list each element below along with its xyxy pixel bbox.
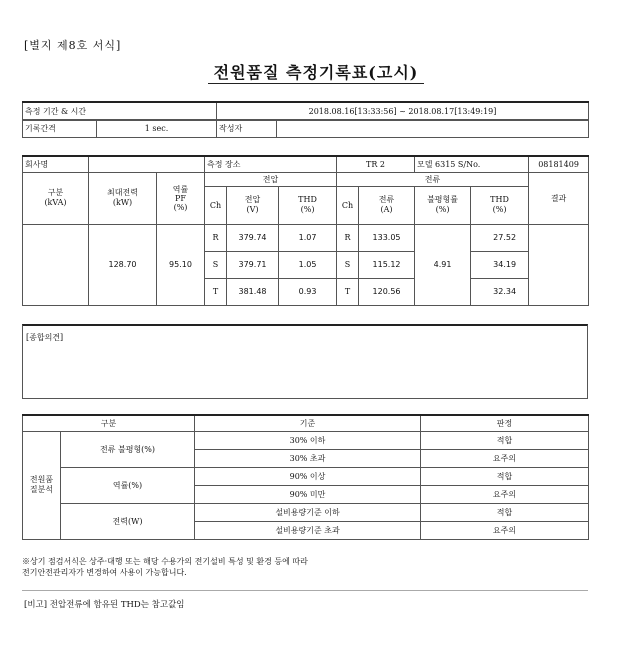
unbalance-value: 4.91: [415, 224, 471, 305]
interval-value: 1 sec.: [97, 120, 217, 138]
thd-i-r: 27.52: [471, 224, 529, 251]
criteria-judge: 요주의: [421, 521, 589, 539]
company-value: [89, 156, 205, 172]
writer-label: 작성자: [217, 120, 277, 138]
page-title: [0, 60, 632, 83]
footnote-block: [22, 556, 588, 591]
col-thd-voltage: THD (%): [279, 186, 337, 224]
group-current: 전류: [337, 172, 529, 186]
criteria-judge: 적합: [421, 431, 589, 449]
thd-v-r: 1.07: [279, 224, 337, 251]
thd-v-s: 1.05: [279, 251, 337, 278]
current-r: 133.05: [359, 224, 415, 251]
opinion-box: [22, 324, 588, 399]
remark: [비고] 전압전류에 함유된 THD는 참고값임: [24, 600, 185, 610]
criteria-judge: 적합: [421, 467, 589, 485]
criteria-judge: 요주의: [421, 485, 589, 503]
form-number: [별지 제8호 서식]: [24, 39, 122, 52]
model-label: 모델 6315 S/No.: [415, 156, 529, 172]
col-unbalance: 불평형률 (%): [415, 186, 471, 224]
criteria-col-gubun: 구분: [23, 415, 195, 431]
pf-value: 95.10: [157, 224, 205, 305]
max-power-value: 128.70: [89, 224, 157, 305]
criteria-category: 전원품 질분석: [23, 431, 61, 539]
interval-table: [22, 119, 589, 138]
current-s: 115.12: [359, 251, 415, 278]
footnote-line-1: ※상기 점검서식은 상주·대행 또는 해당 수용가의 전기설비 특성 및 환경 등에 따라: [22, 557, 308, 566]
period-table: [22, 101, 589, 121]
footnote-line-2: 전기안전관리자가 변경하여 사용이 가능합니다.: [22, 568, 187, 577]
period-label: 측정 기간 & 시간: [23, 102, 217, 120]
criteria-table: [22, 414, 589, 540]
table-row: [23, 431, 589, 449]
criteria-std: 30% 이하: [195, 431, 421, 449]
title-text: 전원품질 측정기록표(고시): [208, 63, 425, 84]
criteria-judge: 적합: [421, 503, 589, 521]
criteria-judge: 요주의: [421, 449, 589, 467]
criteria-col-judgement: 판정: [421, 415, 589, 431]
ch2-r: R: [337, 224, 359, 251]
ch2-s: S: [337, 251, 359, 278]
table-row: [23, 503, 589, 521]
company-label: 회사명: [23, 156, 89, 172]
serial-number: 08181409: [529, 156, 589, 172]
thd-v-t: 0.93: [279, 278, 337, 305]
ch-s: S: [205, 251, 227, 278]
col-ch-voltage: Ch: [205, 186, 227, 224]
interval-label: 기록간격: [23, 120, 97, 138]
table-row: [23, 467, 589, 485]
criteria-item-pf: 역률(%): [61, 467, 195, 503]
measurement-table: [22, 155, 589, 306]
col-ch-current: Ch: [337, 186, 359, 224]
col-pf: 역률 PF (%): [157, 172, 205, 224]
table-row: [23, 224, 589, 251]
place-label: 측정 장소: [205, 156, 337, 172]
current-t: 120.56: [359, 278, 415, 305]
criteria-item-power: 전력(W): [61, 503, 195, 539]
voltage-s: 379.71: [227, 251, 279, 278]
thd-i-t: 32.34: [471, 278, 529, 305]
col-result: 결과: [529, 172, 589, 224]
voltage-t: 381.48: [227, 278, 279, 305]
writer-value: [277, 120, 589, 138]
col-voltage: 전압 (V): [227, 186, 279, 224]
place-value: TR 2: [337, 156, 415, 172]
opinion-label: [종합의견]: [26, 333, 64, 342]
criteria-col-standard: 기준: [195, 415, 421, 431]
criteria-std: 30% 초과: [195, 449, 421, 467]
criteria-std: 설비용량기준 이하: [195, 503, 421, 521]
group-voltage: 전압: [205, 172, 337, 186]
criteria-item-unbalance: 전류 불평형(%): [61, 431, 195, 467]
thd-i-s: 34.19: [471, 251, 529, 278]
col-thd-current: THD (%): [471, 186, 529, 224]
ch-t: T: [205, 278, 227, 305]
criteria-std: 90% 이상: [195, 467, 421, 485]
voltage-r: 379.74: [227, 224, 279, 251]
col-current: 전류 (A): [359, 186, 415, 224]
criteria-std: 설비용량기준 초과: [195, 521, 421, 539]
ch-r: R: [205, 224, 227, 251]
period-value: 2018.08.16[13:33:56] ~ 2018.08.17[13:49:19]: [217, 102, 589, 120]
col-gubun: 구분 (kVA): [23, 172, 89, 224]
ch2-t: T: [337, 278, 359, 305]
result-value: [529, 224, 589, 305]
criteria-std: 90% 미만: [195, 485, 421, 503]
col-max-power: 최대전력 (kW): [89, 172, 157, 224]
gubun-value: [23, 224, 89, 305]
